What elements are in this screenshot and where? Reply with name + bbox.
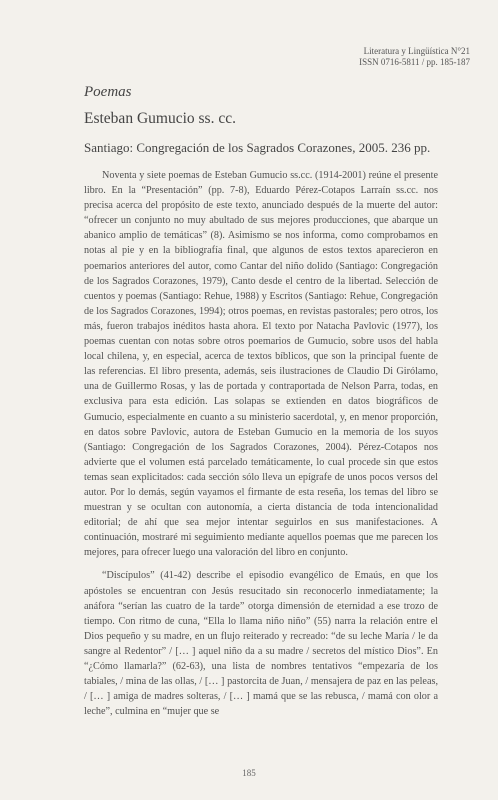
page-number: 185 bbox=[242, 768, 256, 778]
review-author: Esteban Gumucio ss. cc. bbox=[84, 110, 236, 127]
paragraph: “Discípulos” (41-42) describe el episodio evangélico de Emaús, en que los apóstoles se encuentran con Jesús resucitado sin reconocerlo inmediatamente; la anáfora “serían las cuatro de la tarde” otorga dimensión de eternidad a ese trozo de tiempo. Con ritmo de cuna, “Ella lo llama niño niño” (55) narra la relación entre el Dios pequeño y su madre, en un flujo reiterado y recreado: “de su leche María / le da sangre al Redentor” / [… ] aquel niño da a su madre / secretos del místico Dios”. En “¿Cómo llamarla?” (62-63), una lista de nombres tentativos “empezaría de los tabiales, / mina de las ollas, / [… ] pastorcita de Juan, / mensajera de paz en las peleas, / [… ] amiga de madres solteras, / [… ] mamá que se las rebusca, / mamá con olor a leche”, culmina en “mujer que se bbox=[84, 570, 438, 718]
section-label: Poemas bbox=[84, 84, 132, 100]
journal-title: Literatura y Lingüística N°21 bbox=[363, 46, 470, 56]
review-body bbox=[84, 168, 438, 719]
book-citation: Santiago: Congregación de los Sagrados Corazones, 2005. 236 pp. bbox=[84, 140, 431, 155]
running-head bbox=[359, 46, 470, 68]
paragraph: Noventa y siete poemas de Esteban Gumucio ss.cc. (1914-2001) reúne el presente libro. En la “Presentación” (pp. 7-8), Eduardo Pérez-Cotapos Larraín ss.cc. nos precisa acerca del propósito de este texto, anunciado después de la muerte del autor: “ofrecer un conjunto no muy abultado de sus mejores producciones, que abarque un abanico amplio de temáticas” (8). Asimismo se nos informa, como comprobamos en notas al pie y en la bibliografía final, que algunos de estos textos aparecieron en poemarios anteriores del autor, como Cantar del niño dolido (Santiago: Congregación de los Sagrados Corazones, 1979), Canto desde el centro de la libertad. Selección de cuentos y poemas (Santiago: Rehue, 1988) y Escritos (Santiago: Rehue, Congregación de los Sagrados Corazones, 1994); otros poemas, en revistas pastorales; pero otros, los más, fueron trabajos inéditos hasta ahora. El texto por Natacha Pavlovic (1977), los poemas cuentan con notas sobre otros poemarios de Gumucio, sobre usos del habla local chilena, y, en especial, acerca de textos bíblicos, que son la principal fuente de las referencias. El libro presenta, además, seis ilustraciones de Claudio Di Girólamo, una de Guillermo Rosas, y las de portada y contraportada de Nelson Parra, todas, en exclusiva para esta edición. Las solapas se extienden en datos biográficos de Gumucio, especialmente en cuanto a su ministerio sacerdotal, y, en menor proporción, en datos sobre Pavlovic, autora de Esteban Gumucio en la memoria de los suyos (Santiago: Congregación de los Sagrados Corazones, 2004). Pérez-Cotapos nos advierte que el volumen está parcelado temáticamente, lo cual procede sin que estos temas sean explicitados: cada sección sólo lleva un epígrafe de unos pocos versos del autor. Por lo demás, según vayamos el firmante de esta reseña, los temas del libro se muestran y se ocultan con autonomía, a cierta distancia de toda intencionalidad editorial; de ahí que sea mejor intentar seguirlos en sus manifestaciones. A continuación, mostraré mi seguimiento mediante aquellos poemas que me parecen los mejores, para ofrecer luego una valoración del libro en conjunto. bbox=[84, 170, 438, 559]
journal-issn: ISSN 0716-5811 / pp. 185-187 bbox=[359, 57, 470, 67]
